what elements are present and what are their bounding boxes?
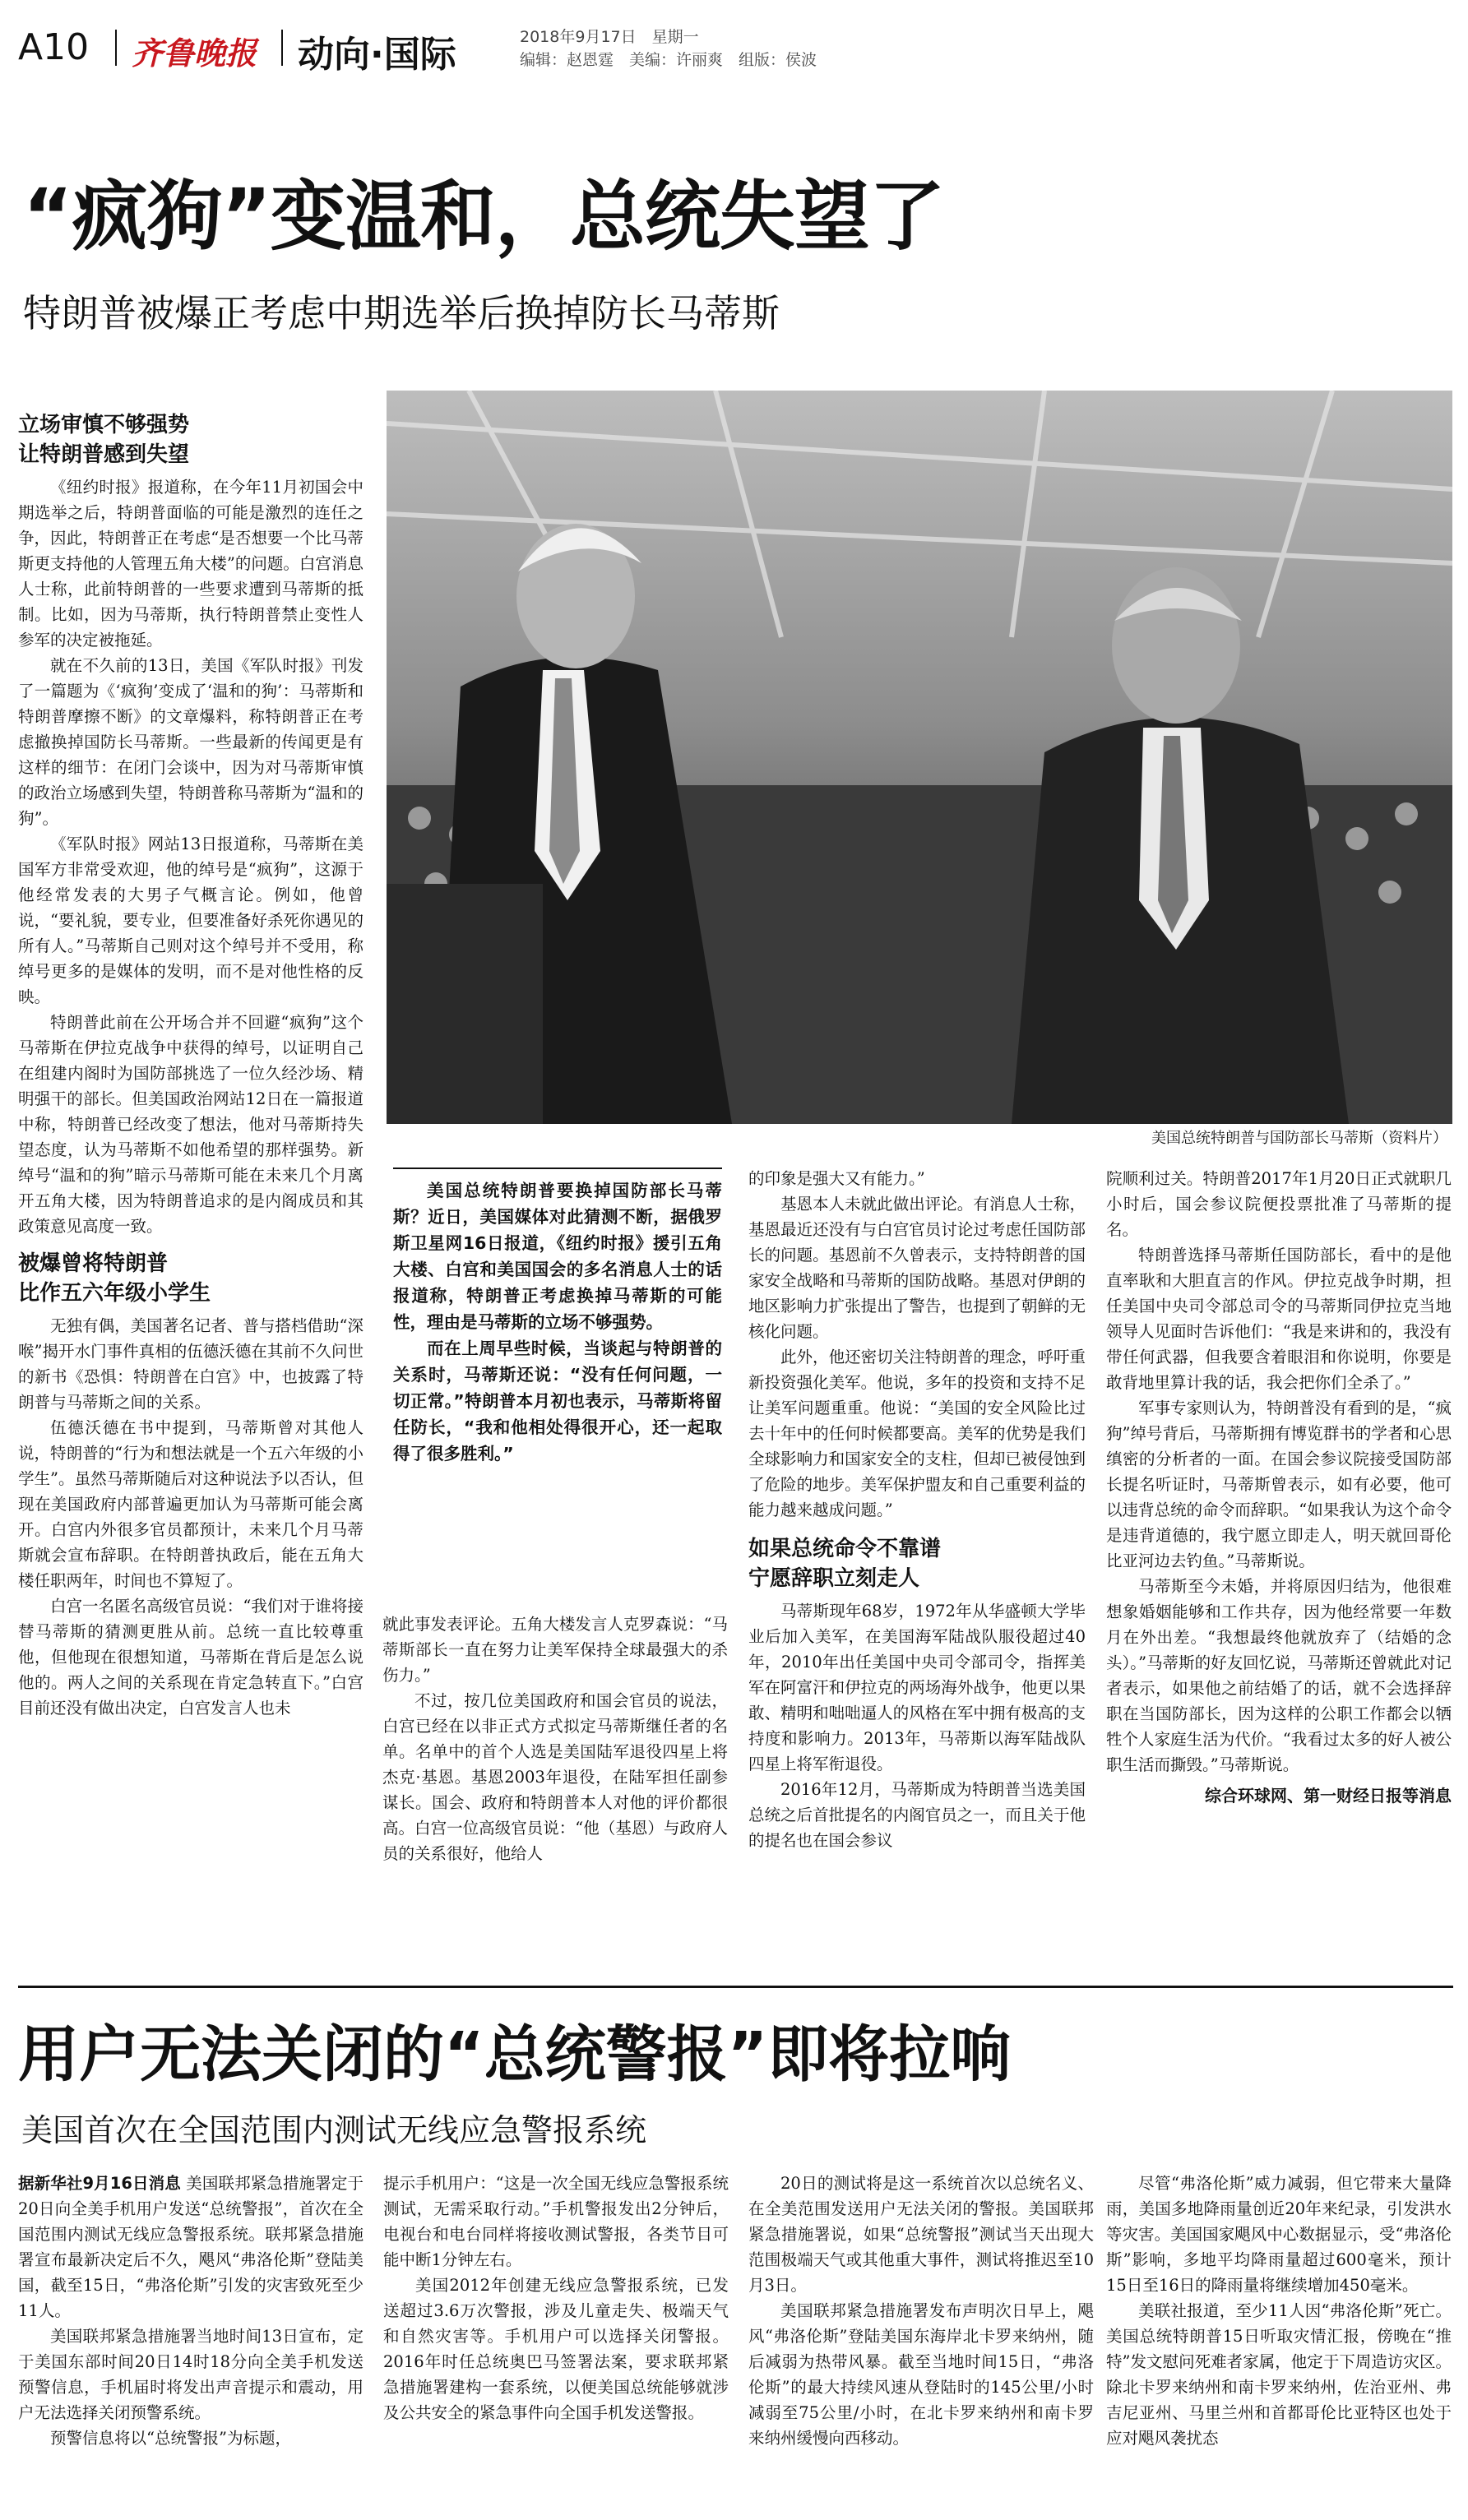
story1-source: 综合环球网、第一财经日报等消息	[1205, 1786, 1452, 1806]
photo-illustration	[387, 391, 1452, 1124]
paragraph: 特朗普选择马蒂斯任国防部长，看中的是他直率耿和大胆直言的作风。伊拉克战争时期，担任美国中央司令部总司令的马蒂斯同伊拉克当地领导人见面时告诉他们：“我是来讲和的，我没有带任何武器，但我要含着眼泪和你说明，你要是敢背地里算计我的话，我会把你们全杀了。”	[1106, 1246, 1452, 1392]
subhead-2	[18, 1249, 364, 1308]
paragraph: 《纽约时报》报道称，在今年11月初国会中期选举之后，特朗普面临的可能是激烈的连任之争，因此，特朗普正在考虑“是否想要一个比马蒂斯更支持他的人管理五角大楼”的问题。白宫消息人士称，此前特朗普的一些要求遭到马蒂斯的抵制。比如，因为马蒂斯，执行特朗普禁止变性人参军的决定被拖延。	[18, 478, 364, 650]
paragraph: 白宫一名匿名高级官员说：“我们对于谁将接替马蒂斯的猜测更胜从前。总统一直比较尊重他，但他现在很想知道，马蒂斯在背后是怎么说他的。两人之间的关系现在肯定急转直下。”白宫目前还没有做出决定，白宫发言人也未	[18, 1597, 364, 1718]
story2-column-2	[383, 2171, 729, 2425]
subhead-2-line-1: 被爆曾将特朗普	[18, 1251, 169, 1276]
paragraph: 不过，按几位美国政府和国会官员的说法，白宫已经在以非正式方式拟定马蒂斯继任者的名单。名单中的首个人选是美国陆军退役四星上将杰克·基恩。基恩2003年退役，在陆军担任副参谋长。国会、政府和特朗普本人对他的评价都很高。白宫一位高级官员说：“他（基恩）与政府人员的关系很好，他给人	[382, 1691, 728, 1863]
paragraph: 无独有偶，美国著名记者、普与搭档借助“深喉”揭开水门事件真相的伍德沃德在其前不久问世的新书《恐惧：特朗普在白宫》中，也披露了特朗普与马蒂斯之间的关系。	[18, 1316, 364, 1412]
story1-subheadline: 特朗普被爆正考虑中期选举后换掉防长马蒂斯	[23, 291, 780, 335]
paragraph: 2016年12月，马蒂斯成为特朗普当选美国总统之后首批提名的内阁官员之一，而且关于他的提名也在国会参议	[748, 1780, 1086, 1850]
paragraph: 就此事发表评论。五角大楼发言人克罗森说：“马蒂斯部长一直在努力让美军保持全球最强大的杀伤力。”	[382, 1615, 728, 1685]
section-title: 动向·国际	[298, 34, 456, 76]
paragraph: 提示手机用户：“这是一次全国无线应急警报系统测试，无需采取行动。”手机警报发出2分钟后，电视台和电台同样将接收测试警报，各类节目可能中断1分钟左右。	[383, 2174, 729, 2269]
paragraph: 美国联邦紧急措施署发布声明次日早上，飓风“弗洛伦斯”登陆美国东海岸北卡罗来纳州，随后减弱为热带风暴。截至当地时间15日，“弗洛伦斯”的最大持续风速从登陆时的145公里/小时减弱至75公里/小时，在北卡罗来纳州和南卡罗来纳州缓慢向西移动。	[748, 2301, 1094, 2448]
story2-column-1	[18, 2171, 364, 2451]
paragraph: 20日的测试将是这一系统首次以总统名义、在全美范围发送用户无法关闭的警报。美国联邦紧急措施署说，如果“总统警报”测试当天出现大范围极端天气或其他重大事件，测试将推迟至10月3日。	[748, 2174, 1094, 2295]
paragraph: 《军队时报》网站13日报道称，马蒂斯在美国军方非常受欢迎，他的绰号是“疯狗”，这源于他经常发表的大男子气概言论。例如，他曾说，“要礼貌，要专业，但要准备好杀死你遇见的所有人。”马蒂斯自己则对这个绰号并不受用，称绰号更多的是媒体的发明，而不是对他性格的反映。	[18, 835, 364, 1006]
lead-paragraph-1: 美国总统特朗普要换掉国防部长马蒂斯？近日，美国媒体对此猜测不断，据俄罗斯卫星网16日报道，《纽约时报》援引五角大楼、白宫和美国国会的多名消息人士的话报道称，特朗普正考虑换掉马蒂斯的可能性，理由是马蒂斯的立场不够强势。	[393, 1181, 722, 1332]
paragraph: 美国联邦紧急措施署当地时间13日宣布，定于美国东部时间20日14时18分向全美手机发送预警信息，手机届时将发出声音提示和震动，用户无法选择关闭预警系统。	[18, 2327, 364, 2422]
paragraph: 马蒂斯现年68岁，1972年从华盛顿大学毕业后加入美军，在美国海军陆战队服役超过40年，2010年出任美国中央司令部司令，指挥美军在阿富汗和伊拉克的两场海外战争，他更以果敢、精明和咄咄逼人的风格在军中拥有极高的支持度和影响力。2013年，马蒂斯以海军陆战队四星上将军衔退役。	[748, 1602, 1086, 1773]
subhead-1-line-1: 立场审慎不够强势	[18, 413, 190, 437]
dateline: 据新华社9月16日消息	[18, 2174, 181, 2193]
story1-column-4	[1106, 1166, 1452, 1806]
subhead-3	[748, 1534, 1086, 1593]
paper-logo: 齐鲁晚报	[132, 35, 257, 72]
news-photo	[387, 391, 1452, 1124]
subhead-1	[18, 410, 364, 469]
paragraph: 基恩本人未就此做出评论。有消息人士称，基恩最近还没有与白宫官员讨论过考虑任国防部长的问题。基恩前不久曾表示，支持特朗普的国家安全战略和马蒂斯的国防战略。基恩对伊朗的地区影响力扩张提出了警告，也提到了朝鲜的无核化问题。	[748, 1195, 1086, 1341]
staff-line: 编辑：赵恩霆 美编：许丽爽 组版：侯波	[520, 51, 817, 69]
paragraph: 军事专家则认为，特朗普没有看到的是，“疯狗”绰号背后，马蒂斯拥有博览群书的学者和心思缜密的分析者的一面。在国会参议院接受国防部长提名听证时，马蒂斯曾表示，如有必要，他可以违背总统的命令而辞职。“如果我认为这个命令是违背道德的，我宁愿立即走人，明天就回哥伦比亚河边去钓鱼。”马蒂斯说。	[1106, 1399, 1452, 1570]
paragraph: 美国联邦紧急措施署定于20日向全美手机用户发送“总统警报”，首次在全国范围内测试无线应急警报系统。联邦紧急措施署宣布最新决定后不久，飓风“弗洛伦斯”登陆美国，截至15日，“弗洛伦斯”引发的灾害致死至少11人。	[18, 2174, 364, 2320]
subhead-3-line-2: 宁愿辞职立刻走人	[748, 1566, 920, 1591]
paragraph: 院顺利过关。特朗普2017年1月20日正式就职几小时后，国会参议院便投票批准了马蒂斯的提名。	[1106, 1169, 1452, 1239]
paragraph: 就在不久前的13日，美国《军队时报》刊发了一篇题为《‘疯狗’变成了‘温和的狗’：马蒂斯和特朗普摩擦不断》的文章爆料，称特朗普正在考虑撤换掉国防长马蒂斯。一些最新的传闻更是有这样的细节：在闭门会谈中，因为对马蒂斯审慎的政治立场感到失望，特朗普称马蒂斯为“温和的狗”。	[18, 656, 364, 828]
paragraph: 预警信息将以“总统警报”为标题，	[50, 2429, 291, 2448]
story2-divider	[18, 1986, 1453, 1988]
paragraph: 马蒂斯至今未婚，并将原因归结为，他很难想象婚姻能够和工作共存，因为他经常要一年数月在外出差。“我想最终他就放弃了（结婚的念头）。”马蒂斯的好友回忆说，马蒂斯还曾就此对记者表示，如果他之前结婚了的话，就不会选择辞职在当国防部长，因为这样的公职工作都会以牺牲个人家庭生活为代价。“我看过太多的好人被公职生活而撕毁。”马蒂斯说。	[1106, 1577, 1452, 1774]
paragraph: 伍德沃德在书中提到，马蒂斯曾对其他人说，特朗普的“行为和想法就是一个五六年级的小学生”。虽然马蒂斯随后对这种说法予以否认，但现在美国政府内部普遍更加认为马蒂斯可能会离开。白宫内外很多官员都预计，未来几个月马蒂斯就会宣布辞职。在特朗普执政后，能在五角大楼任职两年，时间也不算短了。	[18, 1418, 364, 1590]
masthead-divider	[115, 30, 117, 66]
story1-column-1	[18, 407, 364, 1721]
paragraph: 美国2012年创建无线应急警报系统，已发送超过3.6万次警报，涉及儿童走失、极端天气和自然灾害等。手机用户可以选择关闭警报。2016年时任总统奥巴马签署法案，要求联邦紧急措施署建构一套系统，以便美国总统能够就涉及公共安全的紧急事件向全国手机发送警报。	[383, 2276, 729, 2422]
story1-column-2	[382, 1611, 728, 1866]
paragraph: 尽管“弗洛伦斯”威力减弱，但它带来大量降雨，美国多地降雨量创近20年来纪录，引发洪水等灾害。美国国家飓风中心数据显示，受“弗洛伦斯”影响，多地平均降雨量超过600毫米，预计15日至16日的降雨量将继续增加450毫米。	[1106, 2174, 1452, 2295]
story2-column-3	[748, 2171, 1094, 2451]
story2-subheadline: 美国首次在全国范围内测试无线应急警报系统	[21, 2112, 647, 2148]
paragraph: 的印象是强大又有能力。”	[748, 1169, 925, 1188]
subhead-2-line-2: 比作五六年级小学生	[18, 1281, 211, 1306]
story2-headline: 用户无法关闭的“总统警报”即将拉响	[18, 2019, 1012, 2090]
masthead	[18, 23, 1449, 76]
subhead-1-line-2: 让特朗普感到失望	[18, 442, 190, 467]
paragraph: 此外，他还密切关注特朗普的理念，呼吁重新投资强化美军。他说，多年的投资和支持不足让美军问题重重。他说：“美国的安全风险比过去十年中的任何时候都要高。美军的优势是我们全球影响力和国家安全的支柱，但却已被侵蚀到了危险的地步。美军保护盟友和自己重要利益的能力越来越成问题。”	[748, 1348, 1086, 1519]
paragraph: 美联社报道，至少11人因“弗洛伦斯”死亡。美国总统特朗普15日听取灾情汇报，傍晚在“推特”发文慰问死难者家属，他定于下周造访灾区。除北卡罗来纳州和南卡罗来纳州，佐治亚州、弗吉尼亚州、马里兰州和首都哥伦比亚特区也处于应对飓风袭扰态	[1106, 2301, 1452, 2448]
subhead-3-line-1: 如果总统命令不靠谱	[748, 1537, 942, 1561]
paragraph: 特朗普此前在公开场合并不回避“疯狗”这个马蒂斯在伊拉克战争中获得的绰号，以证明自己在组建内阁时为国防部挑选了一位久经沙场、精明强干的部长。但美国政治网站12日在一篇报道中称，特朗普已经改变了想法，他对马蒂斯持失望态度，认为马蒂斯不如他希望的那样强势。新绰号“温和的狗”暗示马蒂斯可能在未来几个月离开五角大楼，因为特朗普追求的是内阁成员和其政策意见高度一致。	[18, 1013, 364, 1236]
masthead-divider-2	[281, 30, 283, 66]
lead-box	[393, 1168, 722, 1467]
page-number: A10	[18, 26, 90, 68]
story2-column-4	[1106, 2171, 1452, 2451]
story1-headline: “疯狗”变温和，总统失望了	[23, 173, 944, 261]
lead-paragraph-2: 而在上周早些时候，当谈起与特朗普的关系时，马蒂斯还说：“没有任何问题，一切正常。”特朗普本月初也表示，马蒂斯将留任防长，“我和他相处得很开心，还一起取得了很多胜利。”	[393, 1339, 722, 1463]
date-line: 2018年9月17日 星期一	[520, 28, 699, 46]
story1-column-3	[748, 1166, 1086, 1853]
photo-caption: 美国总统特朗普与国防部长马蒂斯（资料片）	[1151, 1130, 1447, 1147]
